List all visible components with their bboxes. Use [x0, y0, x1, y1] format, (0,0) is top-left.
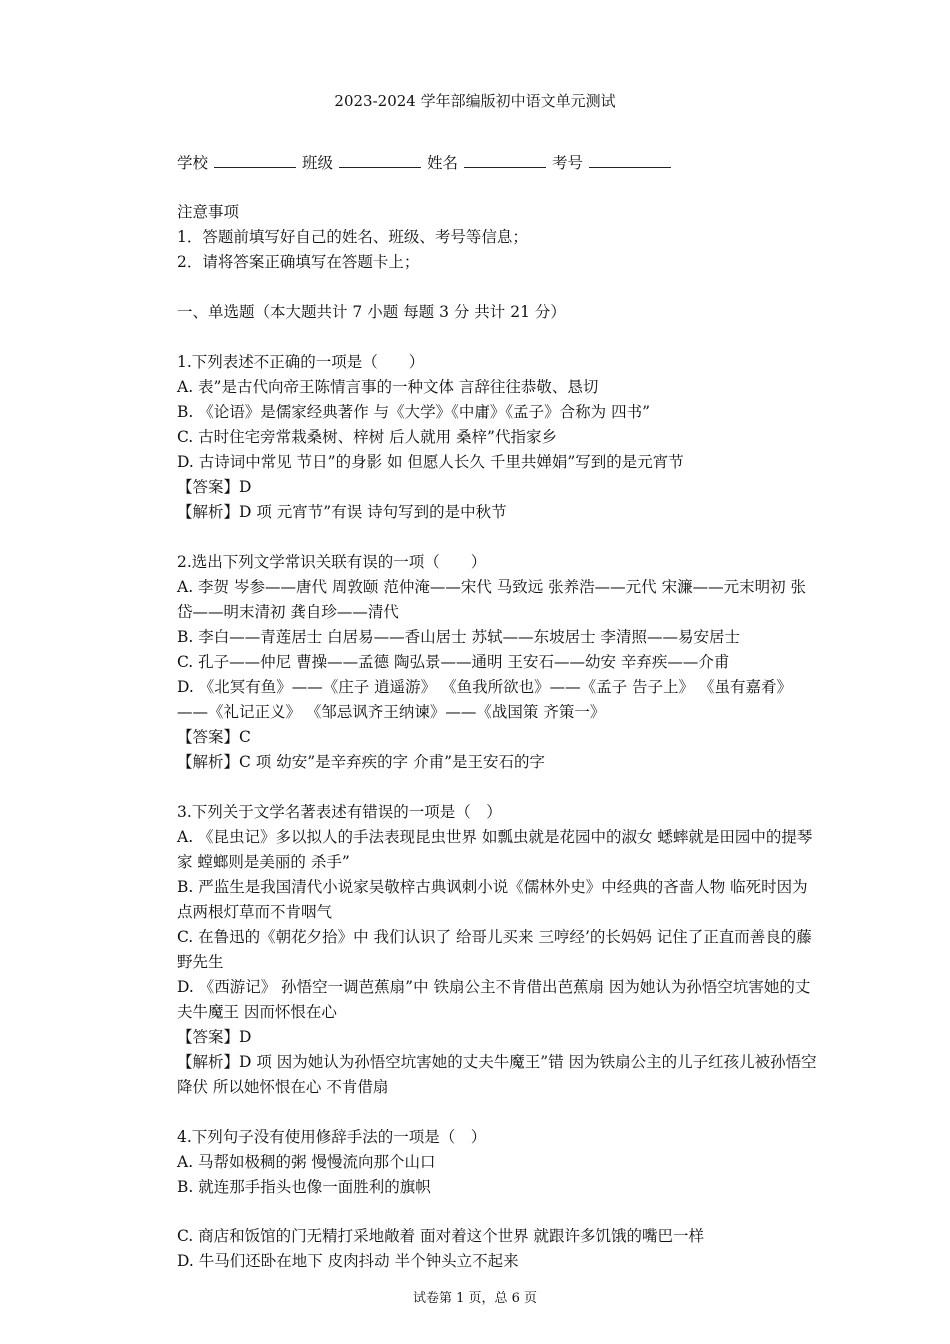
option-b[interactable]: B. 李白——青莲居士 白居易——香山居士 苏轼——东坡居士 李清照——易安居士 — [177, 628, 741, 646]
name-field[interactable] — [427, 150, 548, 175]
option-a[interactable]: A. 表”是古代向帝王陈情言事的一种文体 言辞往往恭敬、恳切 — [177, 378, 599, 396]
answer-line: 【答案】D — [177, 1028, 252, 1046]
question-2 — [177, 550, 817, 775]
student-info-row — [177, 150, 850, 175]
page-title: 2023-2024 学年部编版初中语文单元测试 — [334, 92, 616, 110]
analysis-line: 【解析】D 项 因为她认为孙悟空坑害她的丈夫牛魔王”错 因为铁扇公主的儿子红孩儿被孙悟空降伏 所以她怀恨在心 不肯借扇 — [177, 1053, 817, 1096]
option-d[interactable]: D. 古诗词中常见 节日”的身影 如 但愿人长久 千里共婵娟”写到的是元宵节 — [177, 453, 684, 471]
option-c[interactable]: C. 孔子——仲尼 曹操——孟德 陶弘景——通明 王安石——幼安 辛弃疾——介甫 — [177, 653, 730, 671]
section-heading: 一、单选题（本大题共计 7 小题 每题 3 分 共计 21 分） — [177, 303, 566, 321]
option-d[interactable]: D. 牛马们还卧在地下 皮肉抖动 半个钟头立不起来 — [177, 1252, 519, 1270]
option-d[interactable]: D. 《西游记》 孙悟空一调芭蕉扇”中 铁扇公主不肯借出芭蕉扇 因为她认为孙悟空坑害她的丈夫牛魔王 因而怀恨在心 — [177, 978, 811, 1021]
school-field[interactable] — [177, 150, 298, 175]
option-a[interactable]: A. 马帮如极稠的粥 慢慢流向那个山口 — [177, 1153, 436, 1171]
name-label: 姓名 — [427, 154, 459, 172]
notes-heading: 注意事项 — [177, 203, 240, 221]
question-stem: 4.下列句子没有使用修辞手法的一项是（ ） — [177, 1128, 487, 1146]
option-b[interactable]: B. 就连那手指头也像一面胜利的旗帜 — [177, 1178, 431, 1196]
option-b[interactable]: B. 严监生是我国清代小说家吴敬梓古典讽刺小说《儒林外史》中经典的吝啬人物 临死时因为点两根灯草而不肯咽气 — [177, 878, 808, 921]
answer-line: 【答案】D — [177, 478, 252, 496]
option-a[interactable]: A. 《昆虫记》多以拟人的手法表现昆虫世界 如瓢虫就是花园中的淑女 蟋蟀就是田园中的提琴家 螳螂则是美丽的 杀手” — [177, 828, 813, 871]
exam-no-blank[interactable] — [589, 150, 671, 168]
answer-line: 【答案】C — [177, 728, 251, 746]
notes-block — [177, 200, 817, 275]
option-c[interactable]: C. 古时住宅旁常栽桑树、梓树 后人就用 桑梓”代指家乡 — [177, 428, 557, 446]
note-item: 2．请将答案正确填写在答题卡上； — [177, 253, 420, 271]
option-d[interactable]: D. 《北冥有鱼》——《庄子 逍遥游》 《鱼我所欲也》——《孟子 告子上》 《虽有嘉肴》——《礼记正义》 《邹忌讽齐王纳谏》——《战国策 齐策一》 — [177, 678, 792, 721]
class-field[interactable] — [302, 150, 423, 175]
exam-body — [177, 200, 817, 1274]
exam-no-label: 考号 — [552, 154, 584, 172]
analysis-line: 【解析】C 项 幼安”是辛弃疾的字 介甫”是王安石的字 — [177, 753, 545, 771]
question-4 — [177, 1125, 817, 1274]
school-blank[interactable] — [214, 150, 296, 168]
analysis-line: 【解析】D 项 元宵节”有误 诗句写到的是中秋节 — [177, 503, 507, 521]
question-3 — [177, 800, 817, 1100]
school-label: 学校 — [177, 154, 209, 172]
note-item: 1．答题前填写好自己的姓名、班级、考号等信息； — [177, 228, 528, 246]
name-blank[interactable] — [464, 150, 546, 168]
question-stem: 1.下列表述不正确的一项是（ ） — [177, 353, 425, 371]
option-c[interactable]: C. 商店和饭馆的门无精打采地敞着 面对着这个世界 就跟许多饥饿的嘴巴一样 — [177, 1227, 705, 1245]
option-c[interactable]: C. 在鲁迅的《朝花夕拾》中 我们认识了 给哥儿买来 三哼经’的长妈妈 记住了正直而善良的藤野先生 — [177, 928, 812, 971]
page-footer: 试卷第 1 页，总 6 页 — [412, 1291, 538, 1306]
option-a[interactable]: A. 李贺 岑参——唐代 周敦颐 范仲淹——宋代 马致远 张养浩——元代 宋濂——元末明初 张岱——明末清初 龚自珍——清代 — [177, 578, 807, 621]
question-stem: 2.选出下列文学常识关联有误的一项（ ） — [177, 553, 487, 571]
question-stem: 3.下列关于文学名著表述有错误的一项是（ ） — [177, 803, 502, 821]
class-label: 班级 — [302, 154, 334, 172]
class-blank[interactable] — [339, 150, 421, 168]
exam-no-field[interactable] — [552, 150, 673, 175]
question-1 — [177, 350, 817, 525]
option-b[interactable]: B. 《论语》是儒家经典著作 与《大学》《中庸》《孟子》合称为 四书” — [177, 403, 651, 421]
